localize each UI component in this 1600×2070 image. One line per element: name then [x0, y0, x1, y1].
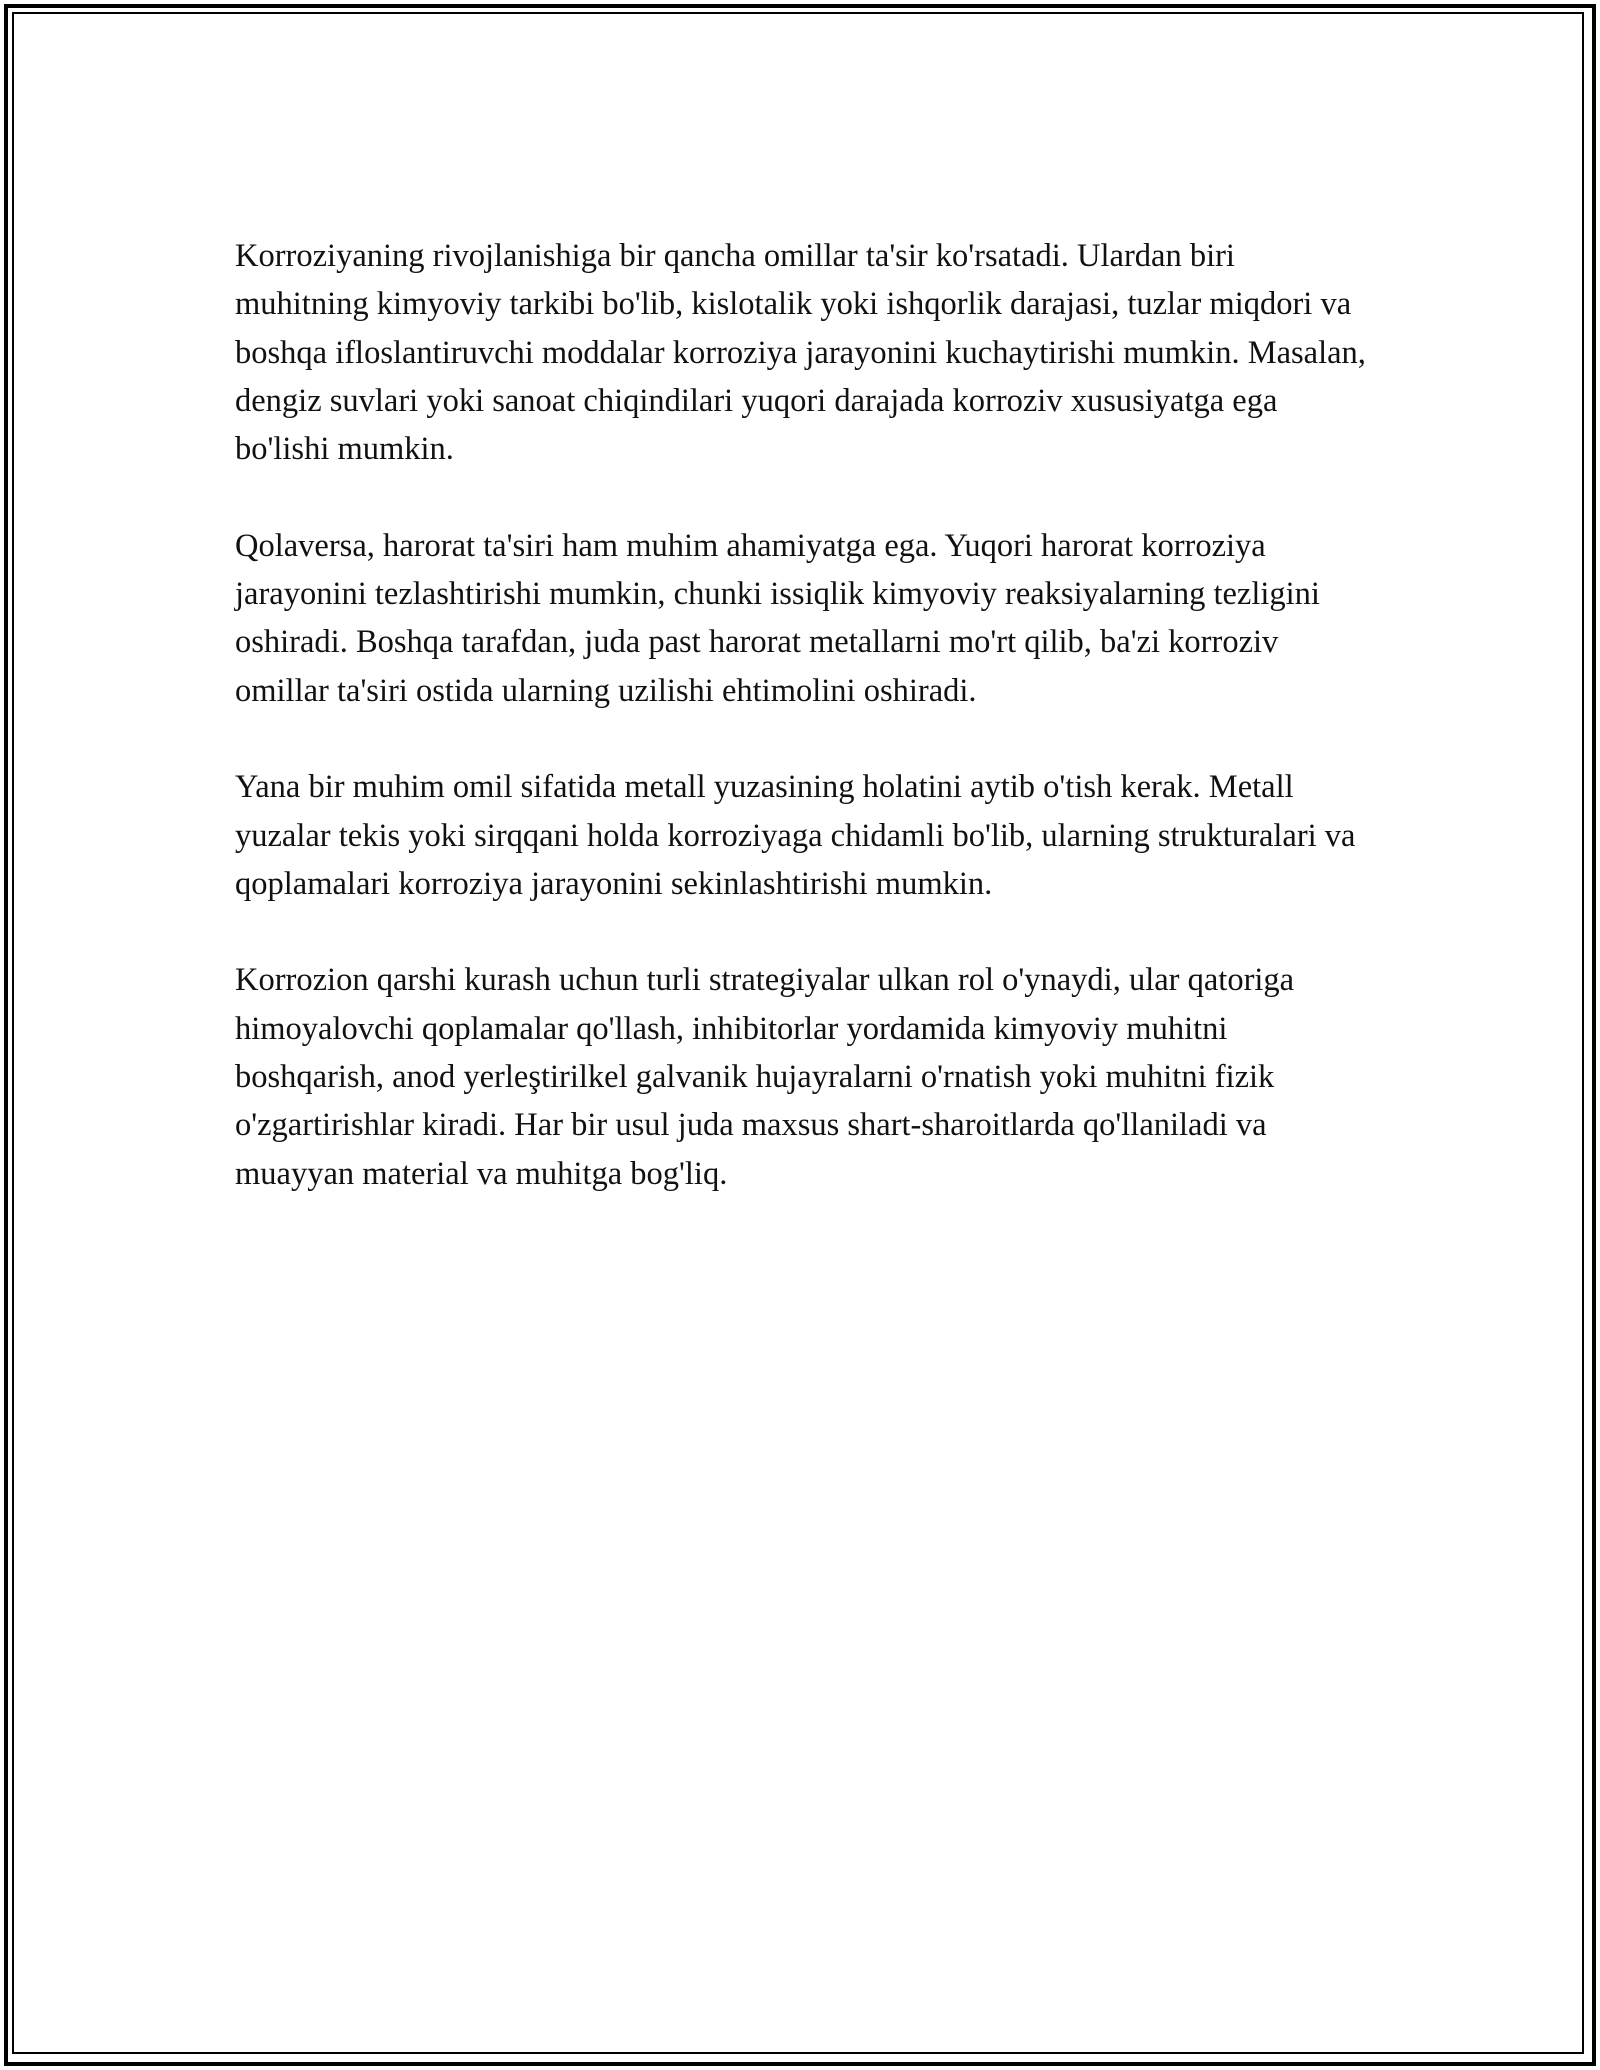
paragraph: Qolaversa, harorat ta'siri ham muhim ahamiyatga ega. Yuqori harorat korroziya jarayonini tezlashtirishi mumkin, chunki issiqlik kimyoviy reaksiyalarning tezligini oshiradi. Boshqa tarafdan, juda past harorat metallarni mo'rt qilib, ba'zi korroziv omillar ta'siri ostida ularning uzilishi ehtimolini oshiradi. [235, 527, 1320, 709]
paragraph: Korrozion qarshi kurash uchun turli strategiyalar ulkan rol o'ynaydi, ular qatoriga himoyalovchi qoplamalar qo'llash, inhibitorlar yordamida kimyoviy muhitni boshqarish, anod yerleştirilkel galvanik hujayralarni o'rnatish yoki muhitni fizik o'zgartirishlar kiradi. Har bir usul juda maxsus shart-sharoitlarda qo'llaniladi va muayyan material va muhitga bog'liq. [235, 962, 1295, 1192]
paragraph: Yana bir muhim omil sifatida metall yuzasining holatini aytib o'tish kerak. Metall yuzalar tekis yoki sirqqani holda korroziyaga chidamli bo'lib, ularning strukturalari va qoplamalari korroziya jarayonini sekinlashtirishi mumkin. [235, 769, 1356, 902]
document-body [235, 232, 1370, 1246]
paragraph: Korroziyaning rivojlanishiga bir qancha omillar ta'sir ko'rsatadi. Ulardan biri muhitning kimyoviy tarkibi bo'lib, kislotalik yoki ishqorlik darajasi, tuzlar miqdori va boshqa ifloslantiruvchi moddalar korroziya jarayonini kuchaytirishi mumkin. Masalan, dengiz suvlari yoki sanoat chiqindilari yuqori darajada korroziv xususiyatga ega bo'lishi mumkin. [235, 238, 1366, 468]
